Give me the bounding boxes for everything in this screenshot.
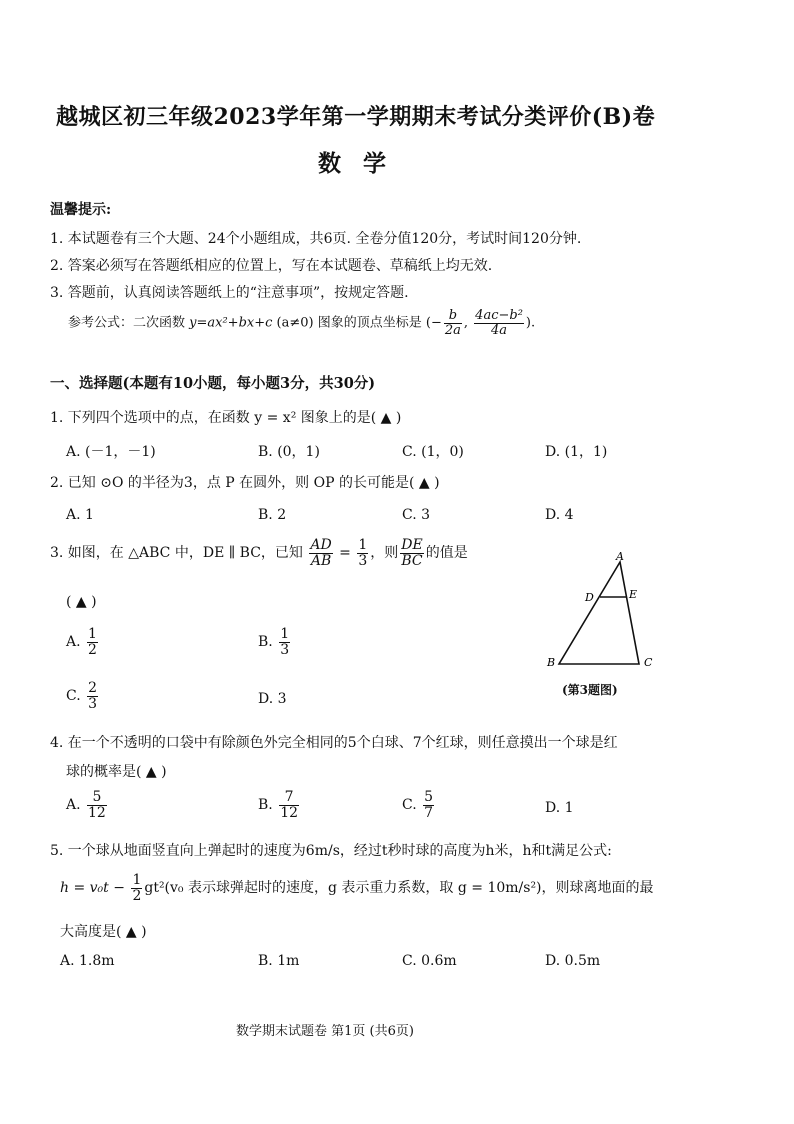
option-label: A. [66, 634, 81, 651]
fraction-numerator: AD [310, 537, 332, 553]
figure-caption: (第3题图) [562, 683, 618, 697]
fraction-denominator: 3 [358, 552, 368, 569]
fraction-denominator: 2a [444, 322, 461, 338]
fraction-denominator: 3 [280, 641, 290, 658]
equals-sign: = [339, 545, 351, 562]
option-fraction [87, 681, 98, 711]
option-fraction [279, 627, 290, 657]
tip-item-1: 1. 本试题卷有三个大题、24个小题组成，共6页. 全卷分值120分，考试时间120分钟. [50, 231, 582, 247]
formula-close: ). [525, 315, 536, 331]
formula-condition: (a≠0) 图象的顶点坐标是 [276, 315, 422, 331]
fraction-denominator: 2 [88, 641, 97, 658]
triangle-figure [540, 548, 670, 678]
label-c: C [644, 656, 653, 669]
question-1-option-d: D. (1，1) [545, 444, 608, 460]
question-3-option-b [258, 627, 292, 657]
question-2-option-c: C. 3 [402, 507, 431, 523]
question-1-option-b: B. (0，1) [258, 444, 320, 460]
question-4-option-a [66, 790, 109, 820]
fraction-numerator: 1 [132, 872, 142, 888]
tip-item-2: 2. 答案必须写在答题纸相应的位置上，写在本试题卷、草稿纸上均无效. [50, 258, 493, 274]
option-fraction [87, 627, 98, 657]
question-3-option-a [66, 627, 100, 657]
question-2-option-b: B. 2 [258, 507, 287, 523]
fraction-numerator: 4ac−b² [475, 308, 523, 323]
question-5-option-b: B. 1m [258, 953, 300, 969]
question-3-stem [50, 538, 468, 568]
option-fraction [279, 790, 299, 820]
formula-comma: , [463, 315, 469, 331]
fraction-denominator: BC [401, 552, 423, 569]
label-b: B [547, 656, 556, 669]
question-1-option-c: C. (1，0) [402, 444, 464, 460]
question-4-option-c [402, 790, 436, 820]
question-3-blank: ( ▲ ) [66, 594, 97, 610]
question-4-option-d: D. 1 [545, 800, 574, 816]
question-2-option-d: D. 4 [545, 507, 574, 523]
question-5-option-d: D. 0.5m [545, 953, 601, 969]
question-4-stem-line-2: 球的概率是( ▲ ) [66, 764, 167, 780]
ad-ab-fraction [309, 538, 332, 568]
option-label: B. [258, 797, 273, 814]
option-label: C. [66, 688, 81, 705]
section-heading: 一、选择题(本题有10小题，每小题3分，共30分) [50, 375, 376, 392]
page-footer: 数学期末试题卷 第1页 (共6页) [236, 1024, 414, 1039]
question-5-option-c: C. 0.6m [402, 953, 457, 969]
fraction-denominator: 3 [88, 695, 98, 712]
fraction-numerator: 7 [279, 790, 299, 806]
question-3-option-c [66, 681, 100, 711]
option-fraction [423, 790, 434, 820]
question-3-stem-pre: 3. 如图，在 △ABC 中，DE ∥ BC，已知 [50, 545, 303, 562]
label-a: A [616, 550, 624, 563]
formula-post: gt²(v₀ 表示球弹起时的速度，g 表示重力系数，取 g = 10m/s²)，则球离地面的最 [144, 880, 654, 897]
fraction-numerator: 1 [280, 626, 290, 642]
question-5-stem-line-1: 5. 一个球从地面竖直向上弹起时的速度为6m/s，经过t秒时球的高度为h米，h和t满足公式: [50, 843, 612, 859]
question-1-stem: 1. 下列四个选项中的点，在函数 y = x² 图象上的是( ▲ ) [50, 410, 402, 426]
option-fraction [87, 790, 107, 820]
fraction-denominator: AB [310, 552, 332, 569]
formula-prefix: 参考公式：二次函数 [68, 315, 186, 331]
question-3-stem-mid: ，则 [370, 545, 399, 562]
option-label: B. [258, 634, 273, 651]
vertex-y-fraction [474, 309, 524, 337]
triangle-abc [559, 562, 639, 664]
label-d: D [585, 591, 594, 604]
fraction-numerator: 2 [88, 680, 98, 696]
fraction-numerator: b [444, 309, 462, 324]
question-5-option-a: A. 1.8m [60, 953, 115, 969]
fraction-denominator: 7 [424, 804, 434, 821]
question-5-formula-line [60, 873, 654, 903]
subject-title: 数学 [318, 150, 408, 177]
fraction-denominator: 2 [132, 887, 142, 904]
question-4-option-b [258, 790, 301, 820]
option-label: C. [402, 797, 417, 814]
de-bc-fraction [400, 538, 423, 568]
fraction-denominator: 12 [280, 804, 299, 821]
half-fraction [131, 873, 142, 903]
fraction-numerator: 1 [88, 626, 97, 642]
fraction-denominator: 12 [88, 804, 106, 821]
option-label: A. [66, 797, 81, 814]
label-e: E [629, 588, 638, 601]
question-3-stem-post: 的值是 [425, 545, 468, 562]
fraction-numerator: 5 [424, 789, 434, 805]
vertex-x-fraction [444, 309, 462, 337]
fraction-denominator: 4a [491, 322, 508, 338]
formula-pre: h = v₀t − [60, 880, 125, 897]
formula-function: y=ax²+bx+c [189, 315, 273, 331]
fraction-numerator: DE [401, 537, 423, 553]
question-2-stem: 2. 已知 ⊙O 的半径为3，点 P 在圆外，则 OP 的长可能是( ▲ ) [50, 475, 440, 491]
tip-item-3: 3. 答题前，认真阅读答题纸上的“注意事项”，按规定答题. [50, 285, 409, 301]
question-4-stem-line-1: 4. 在一个不透明的口袋中有除颜色外完全相同的5个白球、7个红球，则任意摸出一个球是红 [50, 735, 618, 751]
question-5-stem-line-3: 大高度是( ▲ ) [60, 924, 147, 940]
formula-open: (− [425, 315, 442, 331]
question-3-option-d: D. 3 [258, 691, 287, 707]
fraction-numerator: 5 [87, 790, 107, 806]
reference-formula [68, 309, 535, 337]
one-third-fraction [357, 538, 368, 568]
question-1-option-a: A. (－1，－1) [66, 444, 156, 460]
question-2-option-a: A. 1 [66, 507, 94, 523]
fraction-numerator: 1 [358, 537, 368, 553]
tips-heading: 温馨提示: [50, 202, 112, 218]
exam-title: 越城区初三年级2023学年第一学期期末考试分类评价(B)卷 [56, 104, 656, 130]
